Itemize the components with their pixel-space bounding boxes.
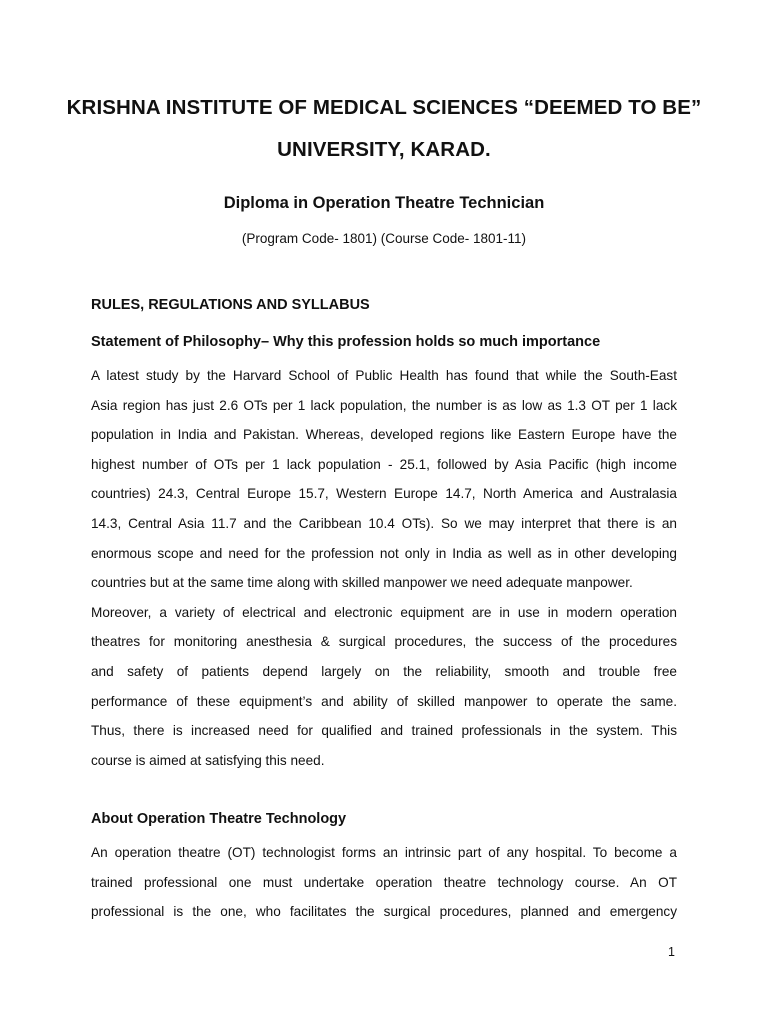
philosophy-heading: Statement of Philosophy– Why this profession holds so much importance	[91, 334, 601, 350]
paragraph-line: population in India and Pakistan. Whereas, developed regions like Eastern Europe have the	[91, 427, 677, 443]
paragraph-line: course is aimed at satisfying this need.	[91, 752, 325, 768]
document-title-line-2: UNIVERSITY, KARAD.	[277, 138, 491, 161]
paragraph-line: trained professional one must undertake operation theatre technology course. An OT	[91, 874, 677, 890]
paragraph-line: Thus, there is increased need for qualified and trained professionals in the system. This	[91, 723, 677, 739]
paragraph-line: Asia region has just 2.6 OTs per 1 lack population, the number is as low as 1.3 OT per 1 lack	[91, 397, 677, 413]
paragraph-line: performance of these equipment’s and ability of skilled manpower to operate the same.	[91, 693, 677, 709]
program-course-codes: (Program Code- 1801) (Course Code- 1801-11)	[241, 231, 527, 246]
paragraph-line: Moreover, a variety of electrical and electronic equipment are in use in modern operation	[91, 604, 677, 620]
paragraph-line: 14.3, Central Asia 11.7 and the Caribbean 10.4 OTs). So we may interpret that there is an	[91, 515, 677, 531]
paragraph-line: enormous scope and need for the profession not only in India as well as in other developing	[91, 545, 677, 561]
paragraph-line: and safety of patients depend largely on the reliability, smooth and trouble free	[91, 663, 677, 679]
paragraph-line: countries but at the same time along with skilled manpower we need adequate manpower.	[91, 575, 633, 591]
page-number: 1	[668, 945, 675, 959]
philosophy-paragraph	[91, 361, 677, 775]
about-heading: About Operation Theatre Technology	[91, 811, 347, 827]
paragraph-line: professional is the one, who facilitates the surgical procedures, planned and emergency	[91, 904, 677, 920]
about-paragraph	[91, 838, 677, 927]
paragraph-line: theatres for monitoring anesthesia & surgical procedures, the success of the procedures	[91, 634, 677, 650]
paragraph-line: highest number of OTs per 1 lack population - 25.1, followed by Asia Pacific (high income	[91, 456, 677, 472]
section-heading-rules: RULES, REGULATIONS AND SYLLABUS	[91, 297, 370, 313]
paragraph-line: countries) 24.3, Central Europe 15.7, Western Europe 14.7, North America and Australasia	[91, 486, 677, 502]
program-subtitle: Diploma in Operation Theatre Technician	[223, 194, 545, 212]
paragraph-line: An operation theatre (OT) technologist forms an intrinsic part of any hospital. To become a	[91, 845, 677, 860]
document-title-line-1: KRISHNA INSTITUTE OF MEDICAL SCIENCES “DEEMED TO BE”	[66, 96, 702, 119]
paragraph-line: A latest study by the Harvard School of Public Health has found that while the South-East	[91, 368, 677, 383]
